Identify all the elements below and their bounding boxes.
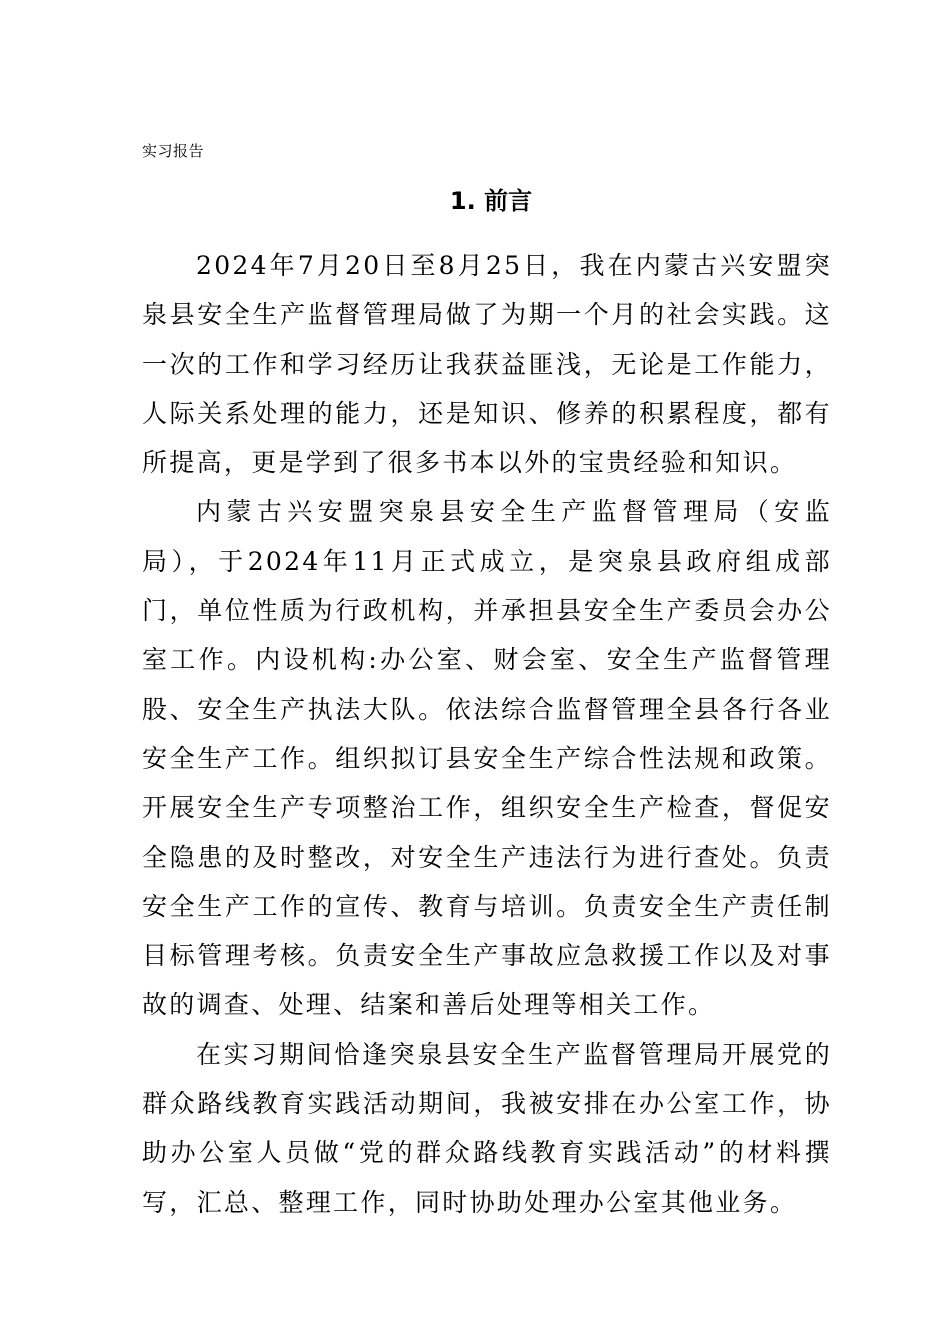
page-header: 实习报告 — [142, 142, 205, 160]
paragraph: 2024年7月20日至8月25日，我在内蒙古兴安盟突泉县安全生产监督管理局做了为期一个月的社会实践。这一次的工作和学习经历让我获益匪浅，无论是工作能力，人际关系处理的能力，还是知识、修养的积累程度，都有所提高，更是学到了很多书本以外的宝贵经验和知识。 — [142, 251, 832, 478]
paragraph: 在实习期间恰逢突泉县安全生产监督管理局开展党的群众路线教育实践活动期间，我被安排在办公室工作，协助办公室人员做“党的群众路线教育实践活动”的材料撰写，汇总、整理工作，同时协助处理办公室其他业务。 — [142, 1039, 832, 1217]
paragraph: 内蒙古兴安盟突泉县安全生产监督管理局（安监局），于2024年11月正式成立，是突泉县政府组成部门，单位性质为行政机构，并承担县安全生产委员会办公室工作。内设机构:办公室、财会室、安全生产监督管理股、安全生产执法大队。依法综合监督管理全县各行各业安全生产工作。组织拟订县安全生产综合性法规和政策。开展安全生产专项整治工作，组织安全生产检查，督促安全隐患的及时整改，对安全生产违法行为进行查处。负责安全生产工作的宣传、教育与培训。负责安全生产责任制目标管理考核。负责安全生产事故应急救援工作以及对事故的调查、处理、结案和善后处理等相关工作。 — [142, 497, 832, 1020]
section-title: 1. 前言 — [449, 187, 533, 215]
document-body — [142, 241, 832, 1227]
